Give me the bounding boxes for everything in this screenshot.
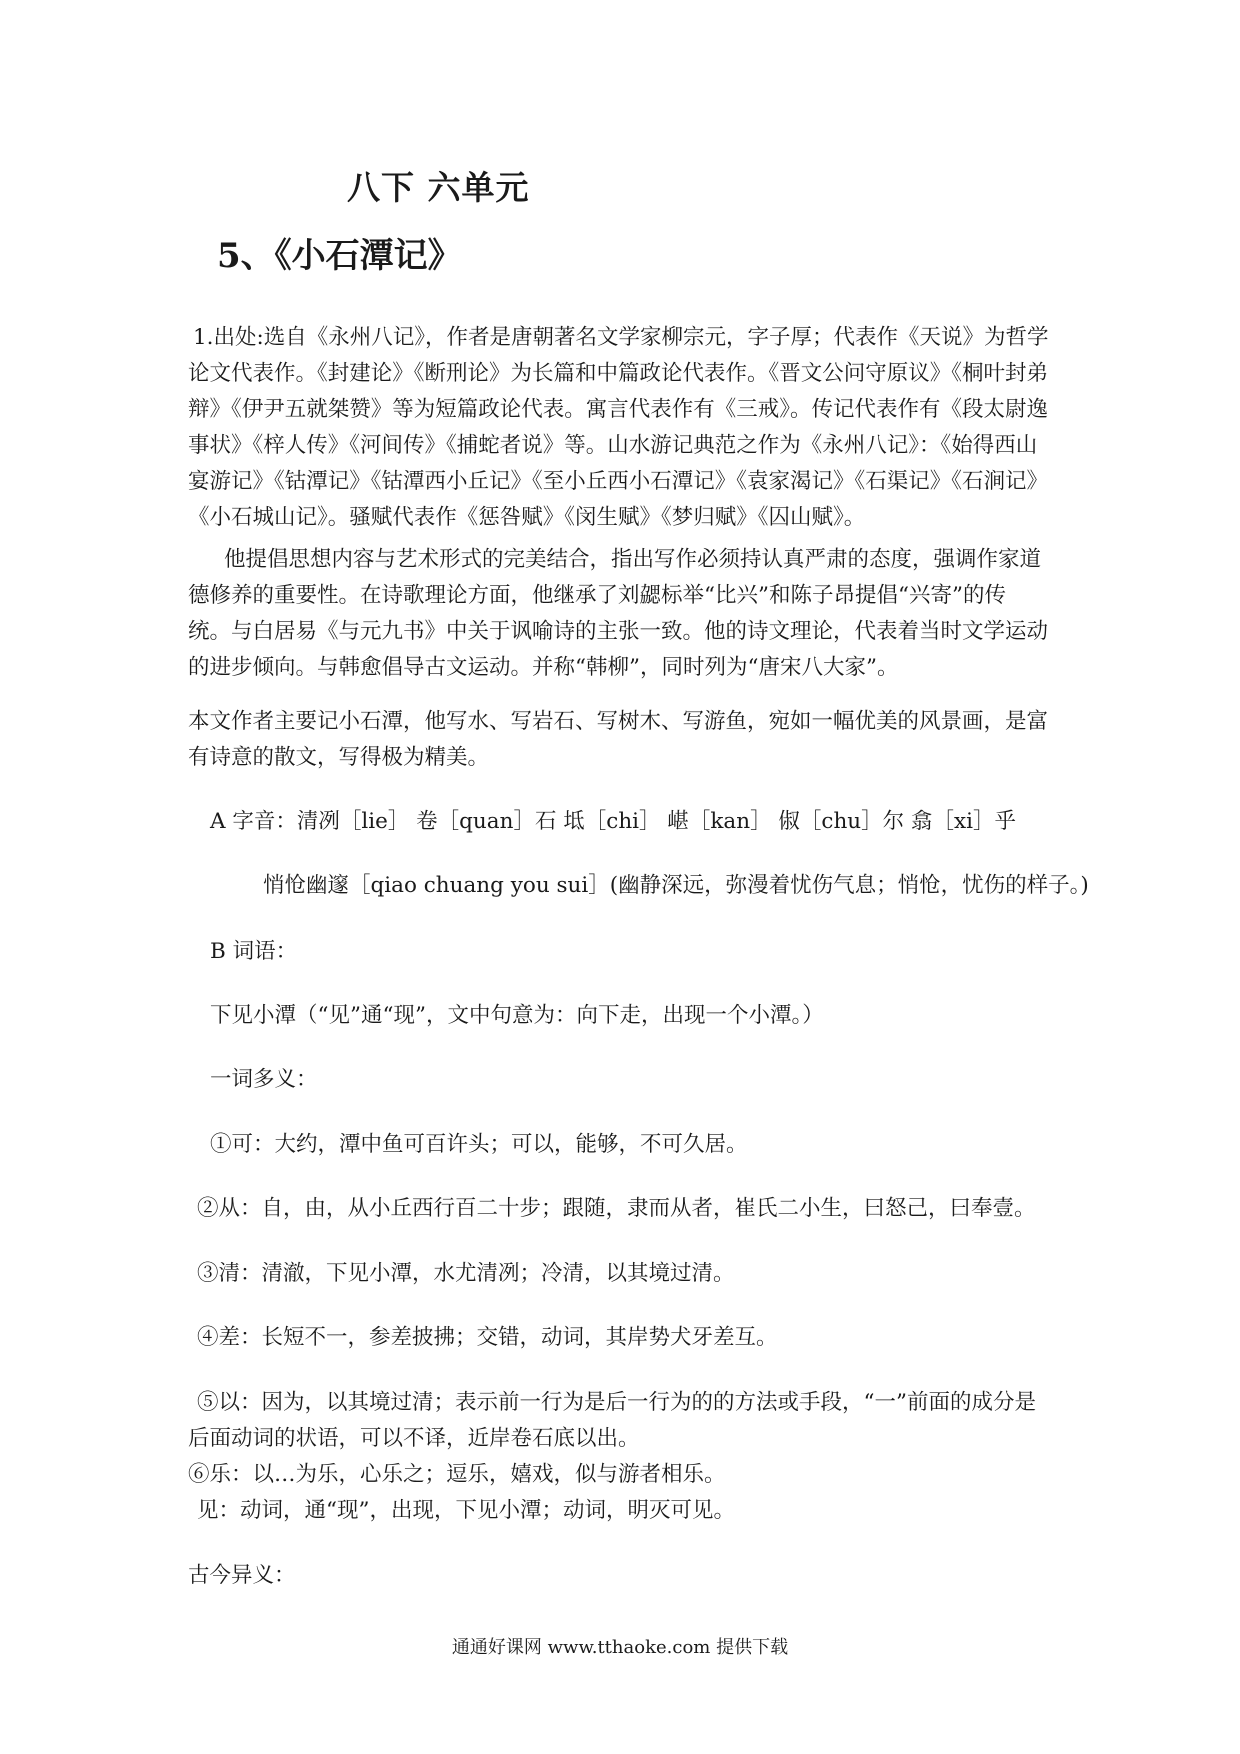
polysemy-item: ①可：大约，潭中鱼可百许头；可以，能够，不可久居。 [210,1132,748,1157]
gujin-label: 古今异义： [188,1563,296,1588]
words-label: B 词语： [210,939,298,964]
pronunciation-line-1: A 字音：清冽［lie］ 卷［quan］石 坻［chi］ 嵁［kan］ 俶［chu］尔 翕［xi］乎 [210,809,1016,834]
polysemy-item: ③清：清澈，下见小潭，水尤清冽；冷清，以其境过清。 [197,1261,735,1286]
paragraph-line: 事状》《梓人传》《河间传》《捕蛇者说》等。山水游记典范之作为《永州八记》：《始得西山 [188,433,1038,458]
paragraph-line: 有诗意的散文，写得极为精美。 [188,745,490,770]
polysemy-item-5 [188,1385,1036,1457]
xiajian-note: 下见小潭（“见”通“现”，文中句意为：向下走，出现一个小潭。） [210,1003,824,1028]
polysemy-label: 一词多义： [210,1067,318,1092]
lesson-title: 5、《小石潭记》 [217,236,462,276]
pronunciation-line-2: 悄怆幽邃［qiao chuang you sui］(幽静深远，弥漫着忧伤气息；悄怆，忧伤的样子。) [263,873,1089,898]
source-paragraph [188,320,1049,536]
paragraph-line: 他提倡思想内容与艺术形式的完美结合，指出写作必须持认真严肃的态度，强调作家道 [224,547,1042,572]
footer-credit: 通通好课网 www.tthaoke.com 提供下载 [451,1637,789,1658]
polysemy-item-6: ⑥乐：以…为乐，心乐之；逗乐，嬉戏，似与游者相乐。 [188,1462,726,1487]
polysemy-item-7: 见：动词，通“现”，出现，下见小潭；动词，明灭可见。 [197,1498,735,1523]
polysemy-item: ④差：长短不一，参差披拂；交错，动词，其岸势犬牙差互。 [197,1325,778,1350]
paragraph-line: 1.出处:选自《永州八记》，作者是唐朝著名文学家柳宗元，字子厚；代表作《天说》为哲学 [193,325,1049,350]
paragraph-line: 宴游记》《钴潭记》《钴潭西小丘记》《至小丘西小石潭记》《袁家渴记》《石渠记》《石涧记》 [188,469,1049,494]
paragraph-line: 的进步倾向。与韩愈倡导古文运动。并称“韩柳”，同时列为“唐宋八大家”。 [188,655,899,680]
paragraph-line: 后面动词的状语，可以不译，近岸卷石底以出。 [188,1426,640,1451]
paragraph-line: 德修养的重要性。在诗歌理论方面，他继承了刘勰标举“比兴”和陈子昂提倡“兴寄”的传 [188,583,1006,608]
summary-paragraph [188,704,1048,776]
paragraph-line: 本文作者主要记小石潭，他写水、写岩石、写树木、写游鱼，宛如一幅优美的风景画，是富 [188,709,1049,734]
polysemy-item: ②从：自，由，从小丘西行百二十步；跟随，隶而从者，崔氏二小生，曰怒己，曰奉壹。 [197,1196,1036,1221]
paragraph-line: 《小石城山记》。骚赋代表作《惩咎赋》《闵生赋》《梦归赋》《囚山赋》。 [188,505,866,530]
paragraph-line: 统。与白居易《与元九书》中关于讽喻诗的主张一致。他的诗文理论，代表着当时文学运动 [188,619,1049,644]
paragraph-line: 论文代表作。《封建论》《断刑论》为长篇和中篇政论代表作。《晋文公问守原议》《桐叶封弟 [188,361,1049,386]
unit-title: 八下 六单元 [347,168,530,207]
paragraph-line: ⑤以：因为，以其境过清；表示前一行为是后一行为的的方法或手段，“一”前面的成分是 [197,1390,1036,1415]
paragraph-line: 辩》《伊尹五就桀赞》等为短篇政论代表。寓言代表作有《三戒》。传记代表作有《段太尉逸 [188,397,1049,422]
theory-paragraph [188,542,1048,686]
